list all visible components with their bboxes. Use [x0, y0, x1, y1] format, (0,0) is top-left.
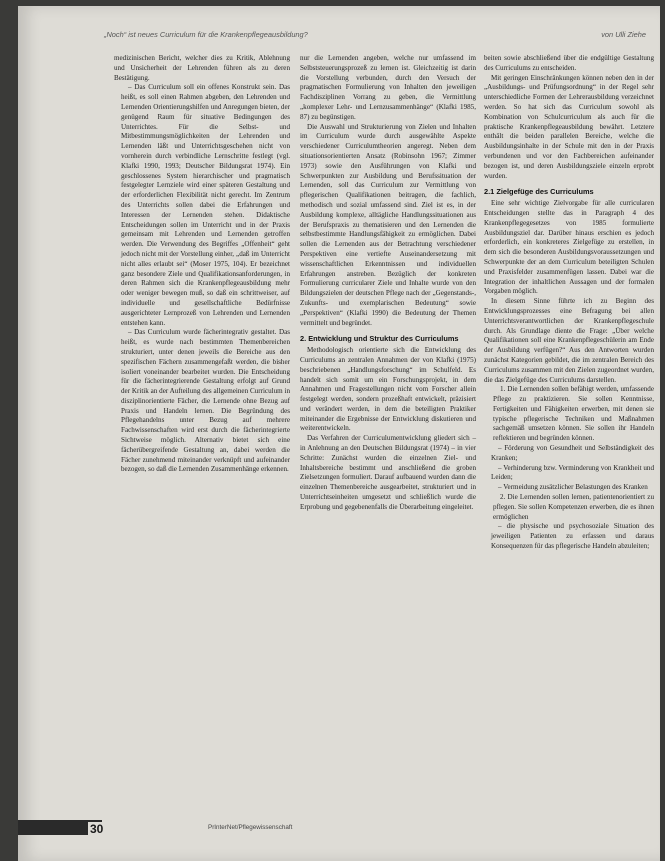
page-number: 30 [90, 822, 104, 836]
paragraph: Methodologisch orientierte sich die Entwicklung des Curriculums an zentralen Annahmen der von Klafki (1975) beschriebenen „Handlungsforschung“ im Schulfeld. Es handelt sich somit um ein Forschungsprojekt, in dem Annahmen und Fragestellungen nicht vom Forscher allein festgelegt werden, sondern prozeßhaft entwickelt, präzisiert und verändert werden, in dem die beteiligten Praktiker miteinander die Ergebnisse der Entwicklung diskutieren und weiterentwickeln. [300, 346, 476, 433]
paragraph: In diesem Sinne führte ich zu Beginn des Entwicklungsprozesses eine Befragung bei allen Unterrichtsverantwortlichen der Krankenpflegeschule durch. Als Grundlage diente die Frage: „Über welche Qualifikationen soll eine Krankenpflegeschülerin am Ende der Ausbildung verfügen?“ Aus den Antworten wurden zunächst Kategorien gebildet, die im zentralen Bereich des Curriculums zusammen mit den Zielen zugeordnet wurden, die das Zielgefüge des Curriculums darstellen. [484, 297, 654, 384]
list-item: – Vermeidung zusätzlicher Belastungen des Kranken [484, 483, 654, 493]
list-item: – Förderung von Gesundheit und Selbständigkeit des Kranken; [484, 444, 654, 464]
subsection-heading: 2.1 Zielgefüge des Curriculums [484, 187, 594, 197]
running-head-right: von Ulli Ziehe [601, 30, 646, 39]
paragraph: Mit geringen Einschränkungen können neben den in der „Ausbildungs- und Prüfungsordnung“ in der Regel sehr unterschiedliche Formen der Lehrerausbildung verzeichnet werden. So hat sich das Curriculum sowohl als Kombination von Schulcurriculum als auch für die praktische Krankenpflegeausbildung bewährt. Letztere enthält die beiden parallelen Bereiche, welche die Ausbildungsinhalte in der Schule mit den in der Praxis verbundenen und vor den Fachbereichen aufeinander bezogen ist, und deren Ausbildungsziele einzeln erprobt wurden. [484, 73, 654, 180]
footer-journal-name: PrInterNet/Pflegewissenschaft [208, 824, 293, 831]
document-page [18, 6, 660, 861]
running-head-left: „Noch“ ist neues Curriculum für die Krankenpflegeausbildung? [104, 30, 308, 39]
list-item: – die physische und psychosoziale Situation des jeweiligen Patienten zu erfassen und daraus Konsequenzen für das pflegerische Handeln abzuleiten; [484, 522, 654, 551]
text-column-1 [114, 54, 290, 475]
text-column-2 [300, 54, 476, 513]
paragraph: beiten sowie abschließend über die endgültige Gestaltung des Curriculums zu entscheiden. [484, 54, 654, 72]
numbered-item: 1. Die Lernenden sollen befähigt werden, umfassende Pflege zu praktizieren. Sie sollen Kenntnisse, Fertigkeiten und Fähigkeiten erwerben, mit denen sie typische pflegerische Techniken und Maßnahmen sachgemäß umsetzen können. Sie sollen ihr Handeln reflektieren und begründen können. [493, 385, 654, 443]
paragraph: nur die Lernenden angeben, welche nur umfassend im Selbststeuerungsprozeß zu lernen ist. Gleichzeitig ist darin die Vorstellung verbunden, durch den Versuch der pragmatischen Formulierung von Inhalten den jeweiligen Fachdisziplinen Vorrang zu geben, die Vermittlung „komplexer Lehr- und Lernzusammenhänge“ (Klafki 1985, 87) zu begünstigen. [300, 54, 476, 121]
running-head [104, 30, 646, 39]
paragraph: Die Auswahl und Strukturierung von Zielen und Inhalten im Curriculum wurde durch ausgewählte Aspekte verschiedener Curriculumtheorien angeregt. Neben dem situationsorientierten Ansatz (Robinsohn 1967; Zimmer 1973) sowie den Ausführungen von Klafki und Schwerpunkten zur Ausbildung und Berufssituation der Lernenden, soll das Curriculum zur Vermittlung von pflegerischen Qualifikationen beitragen, die fachlich, methodisch und sozial umfassend sind. Ziel ist es, in der Ausbildung komplexe, alltägliche Handlungssituationen aus der Berufspraxis zu thematisieren und den Lernenden die selbstbestimmte Handlungsfähigkeit zu ermöglichen. Dabei sollen die Lernenden aus der Betrachtung verschiedener Perspektiven eine vertiefte Auseinandersetzung mit wissenschaftlichen Erkenntnissen und individuellen Erfahrungen anstreben. Bezüglich der konkreten Formulierung curricularer Ziele und Inhalte wurde von den Bildungszielen der deutschen Pflege nach der „Gegenstands-, Zukunfts- und exemplarischen Bedeutung“ sowie „Perspektiven“ (Klafki 1990) die Bedeutung der Themen vermittelt und begründet. [300, 122, 476, 327]
list-item: – Verhinderung bzw. Verminderung von Krankheit und Leiden; [484, 464, 654, 484]
paragraph: medizinischen Bericht, welcher dies zu Kritik, Ablehnung und Unsicherheit der Lehrenden führen als zu deren Bestätigung. [114, 54, 290, 82]
list-item: – Das Curriculum soll ein offenes Konstrukt sein. Das heißt, es soll einen Rahmen abgeben, den Lehrenden und Lernenden Orientierungshilfen und Anregungen bieten, der genügend Raum für situative Bedingungen des Unterrichtes. Für die Selbst- und Mitbestimmungsmöglichkeiten der Lehrenden und Lernenden läßt und Unterrichtsgeschehen nicht von vornherein durch verbindliche Lernschritte festlegt (vgl. Klafki 1990, 1993; Deutscher Bildungsrat 1974). Ein geschlossenes System hierarchischer und pragmatisch festgelegter Lernziele wird einer späteren Gestaltung und der erforderlichen Flexibilität nicht gerecht. Im Zentrum des Unterrichts sollen dabei die Erfahrungen und Interessen der Lernenden stehen. Didaktische Entscheidungen sollen im Unterricht und in der Praxis gemeinsam mit Lehrenden und Lernenden getroffen werden. Die Verwendung des Begriffes „Offenheit“ geht jedoch nicht mit der Vorstellung einher, „daß im Unterricht nicht alles erlaubt sei“ (Moser 1975, 104). Er bezeichnet ganz besondere Ziele und Qualifikationsanforderungen, in deren Rahmen sich die Krankenpflegeausbildung mehr oder weniger bewegen muß, so daß ein schrittweiser, auf individuelle und gesellschaftliche Bedürfnisse ausgerichteter Lernprozeß von Lehrenden und Lernenden entstehen kann. [114, 83, 290, 328]
list-item: – Das Curriculum wurde fächerintegrativ gestaltet. Das heißt, es wurde nach bestimmten Themenbereichen strukturiert, unter denen jeweils die Bereiche aus den spezifischen Fächern zusammengefaßt werden, die bisher isoliert voneinander bearbeitet wurden. Die Entscheidung für die fächerintegrierende Gestaltung erfolgt auf Grund der Kritik an der Aufteilung des allgemeinen Curriculum in disziplinorientierte Fächer, die Lernende ohne Bezug auf Praxis und Handeln lernen. Die Begründung des Pflegehandelns unter Bezug auf mehrere Fachwissenschaften wird erst durch die fächerintegrierte Sichtweise möglich. Alternativ bietet sich eine fächerübergreifende Gestaltung an, dabei werden die Fächer zunehmend miteinander verknüpft und aufeinander bezogen, so daß die Lernenden Zusammenhänge erkennen. [114, 328, 290, 475]
paragraph: Eine sehr wichtige Zielvorgabe für alle curricularen Entscheidungen stellte das in Paragraph 4 des Krankenpflegegesetzes von 1985 formulierte Ausbildungsziel dar. Darüber hinaus erschien es jedoch erforderlich, ein konkreteres Zielgefüge zu erstellen, in dem sich die besonderen Ausbildungsvoraussetzungen und Schwerpunkte der an dem Curriculum beteiligten Schulen und Praxisfelder zusammenfügen lassen. Dabei war die Integration der inhaltlichen Aussagen und der formalen Vorgaben möglich. [484, 199, 654, 296]
section-heading: 2. Entwicklung und Struktur des Curriculums [300, 334, 459, 344]
paragraph: Das Verfahren der Curriculumentwicklung gliedert sich – in Anlehnung an den Deutschen Bildungsrat (1974) – in vier Schritte: Zunächst wurden die einzelnen Ziel- und Inhaltsbereiche bestimmt und anschließend die groben Zielsetzungen formuliert. Darauf aufbauend wurden dann die einzelnen Themenbereiche ausgearbeitet, strukturiert und in Unterrichtseinheiten umgesetzt und schließlich wurde die Erprobung und gegebenenfalls die Überarbeitung eingeleitet. [300, 434, 476, 511]
text-column-3 [484, 54, 654, 552]
numbered-item: 2. Die Lernenden sollen lernen, patientenorientiert zu pflegen. Sie sollen Kompetenzen erwerben, die es ihnen ermöglichen [493, 493, 654, 521]
